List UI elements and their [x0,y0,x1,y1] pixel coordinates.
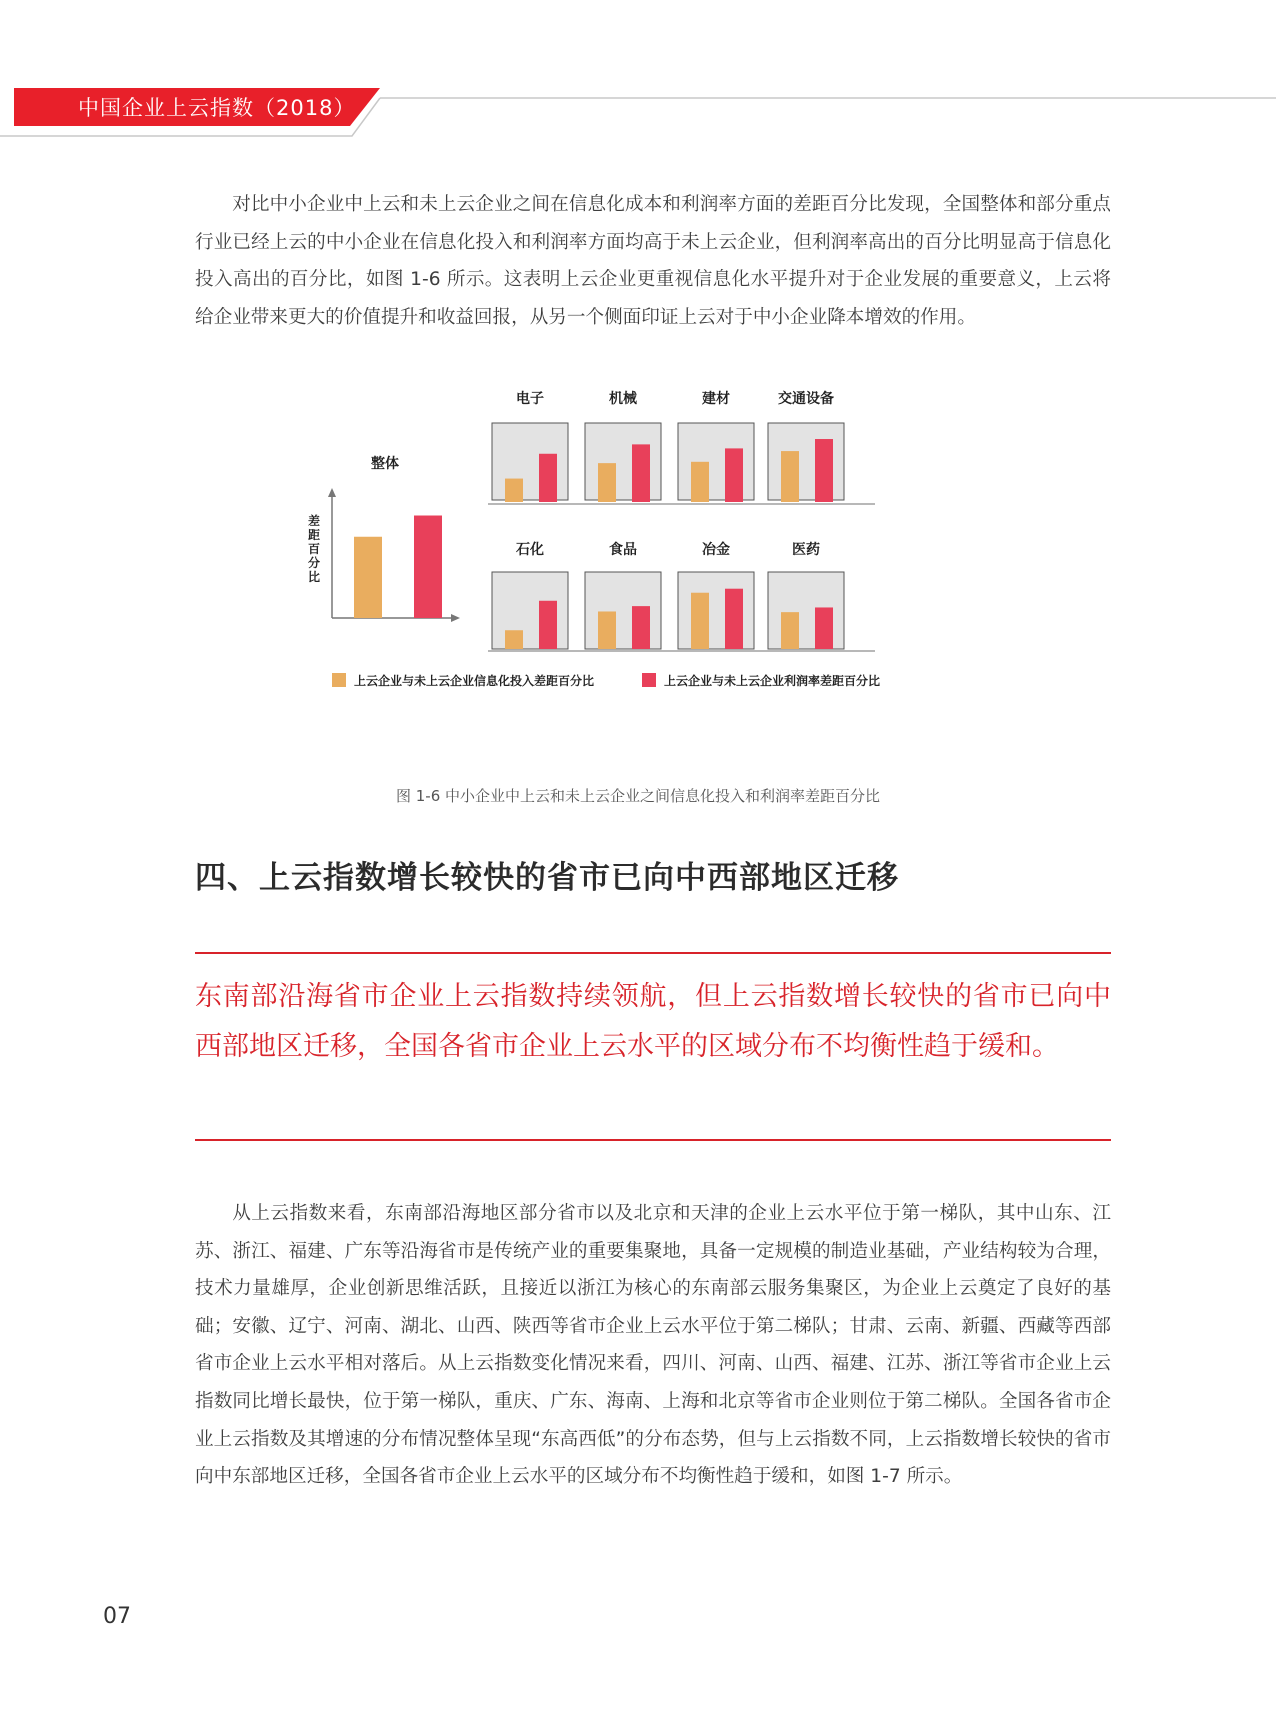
industry-bar-profit [725,589,743,649]
industry-bar-profit [815,607,833,649]
industry-bar-profit [725,448,743,502]
industry-bar-investment [691,462,709,502]
industry-chart-title: 建材 [702,391,730,407]
industry-chart-title: 机械 [609,391,637,407]
overall-chart-title: 整体 [371,456,399,472]
industry-bar-investment [691,593,709,649]
industry-chart-title: 石化 [516,542,544,558]
industry-bar-investment [781,612,799,649]
industry-bar-profit [539,601,557,649]
y-axis-label-char: 差 [307,514,321,528]
industry-bar-investment [505,479,523,502]
y-axis-label-char: 分 [307,556,321,570]
y-axis-label-char: 距 [307,528,321,542]
y-axis-label-char: 百 [307,542,321,556]
figure-1-6 [307,391,980,770]
overall-x-axis-arrow [451,614,460,622]
industry-chart-title: 电子 [516,391,544,407]
industry-chart-title: 食品 [609,542,637,558]
industry-chart-title: 交通设备 [778,391,834,407]
highlight-text: 东南部沿海省市企业上云指数持续领航，但上云指数增长较快的省市已向中西部地区迁移，全国各省市企业上云水平的区域分布不均衡性趋于缓和。 [195,981,1111,1062]
industry-bar-profit [632,444,650,502]
body-paragraph-1: 对比中小企业中上云和未上云企业之间在信息化成本和利润率方面的差距百分比发现，全国整体和部分重点行业已经上云的中小企业在信息化投入和利润率方面均高于未上云企业，但利润率高出的百分比明显高于信息化投入高出的百分比，如图 1-6 所示。这表明上云企业更重视信息化水平提升对于企业发展的重要意义，上云将给企业带来更大的价值提升和收益回报，从另一个侧面印证上云对于中小企业降本增效的作用。 [195,194,1111,328]
industry-bar-profit [539,454,557,502]
legend-swatch-profit [642,673,656,687]
legend-label-profit: 上云企业与未上云企业利润率差距百分比 [664,674,881,688]
overall-bar-profit [414,516,442,619]
body-paragraph-2: 从上云指数来看，东南部沿海地区部分省市以及北京和天津的企业上云水平位于第一梯队，其中山东、江苏、浙江、福建、广东等沿海省市是传统产业的重要集聚地，具备一定规模的制造业基础，产业结构较为合理，技术力量雄厚，企业创新思维活跃，且接近以浙江为核心的东南部云服务集聚区，为企业上云奠定了良好的基础；安徽、辽宁、河南、湖北、山西、陕西等省市企业上云水平位于第二梯队；甘肃、云南、新疆、西藏等西部省市企业上云水平相对落后。从上云指数变化情况来看，四川、河南、山西、福建、江苏、浙江等省市企业上云指数同比增长最快，位于第一梯队，重庆、广东、海南、上海和北京等省市企业则位于第二梯队。全国各省市企业上云指数及其增速的分布情况整体呈现“东高西低”的分布态势，但与上云指数不同，上云指数增长较快的省市向中东部地区迁移，全国各省市企业上云水平的区域分布不均衡性趋于缓和，如图 1-7 所示。 [195,1203,1111,1488]
industry-chart-title: 医药 [792,542,820,558]
industry-bar-investment [598,463,616,502]
overall-y-axis-arrow [328,488,336,497]
section-title: 四、上云指数增长较快的省市已向中西部地区迁移 [195,860,899,896]
overall-bar-investment [354,537,382,618]
y-axis-label-char: 比 [307,570,321,584]
industry-bar-investment [505,630,523,649]
figure-caption: 图 1-6 中小企业中上云和未上云企业之间信息化投入和利润率差距百分比 [395,787,881,805]
page-header [0,0,1276,140]
industry-bar-investment [781,451,799,502]
highlight-bottom-rule [195,1139,1111,1141]
bar-chart [307,391,980,770]
industry-bar-profit [815,439,833,502]
legend-swatch-investment [332,673,346,687]
highlight-top-rule [195,952,1111,954]
industry-chart-title: 冶金 [702,542,730,558]
industry-bar-profit [632,606,650,649]
industry-bar-investment [598,611,616,649]
page-number: 07 [103,1604,131,1629]
legend-label-investment: 上云企业与未上云企业信息化投入差距百分比 [354,674,595,688]
header-title: 中国企业上云指数（2018） [78,96,356,120]
